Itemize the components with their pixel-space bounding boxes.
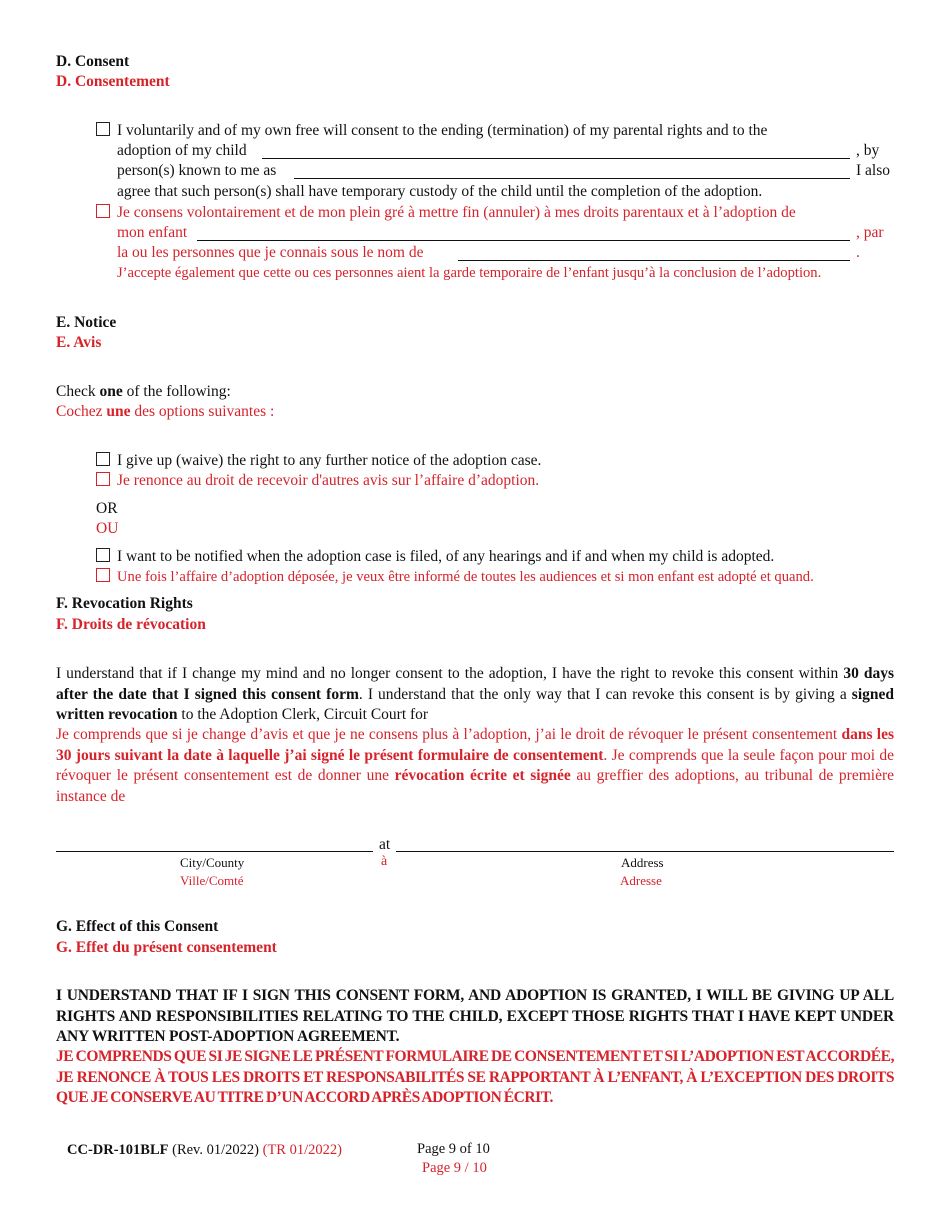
waive-notice-label: I give up (waive) the right to any further notice of the adoption case. (117, 452, 542, 469)
effect-statement-fr: JE COMPRENDS QUE SI JE SIGNE LE PRÉSENT FORMULAIRE DE CONSENTEMENT ET SI L’ADOPTION EST ACCORDÉE, JE RENONCE À TOUS LES DROITS ET RESPONSABILITÉS SE RAPPORTANT À L’ENFANT, À L’EXCEPTION DES DROITS QUE JE CONSERVE AU TITRE D’UN ACCORD APRÈS ADOPTION ÉCRIT. (56, 1048, 894, 1106)
notify-label-fr: Une fois l’affaire d’adoption déposée, je veux être informé de toutes les audiences et si mon enfant est adopté et quand. (117, 569, 814, 585)
effect-statement: I UNDERSTAND THAT IF I SIGN THIS CONSENT FORM, AND ADOPTION IS GRANTED, I WILL BE GIVING UP ALL RIGHTS AND RESPONSIBILITIES RELATING TO THE CHILD, EXCEPT THOSE RIGHTS THAT I HAVE KEPT UNDER ANY WRITTEN POST-ADOPTION AGREEMENT. (56, 987, 894, 1045)
or-label-fr: OU (96, 520, 119, 537)
consent-text-by: , by (856, 142, 880, 159)
waive-notice-checkbox-fr[interactable] (96, 472, 110, 486)
section-f-heading: F. Revocation Rights (56, 595, 193, 612)
or-label: OR (96, 500, 118, 517)
revocation-paragraph: I understand that if I change my mind and no longer consent to the adoption, I have the right to revoke this consent within 30 days after the date that I signed this consent form. I understand that the only way that I can revoke this consent is by giving a signed written revocation to the Adoption Clerk, Circuit Court for (56, 665, 895, 723)
consent-text-line2: adoption of my child (117, 142, 247, 159)
waive-notice-label-fr: Je renonce au droit de recevoir d'autres avis sur l’affaire d’adoption. (117, 472, 540, 489)
consent-text-line1: I voluntarily and of my own free will consent to the ending (termination) of my parental rights and to the (117, 122, 768, 139)
child-name-field-fr[interactable] (197, 240, 850, 241)
check-one-instruction-fr: Cochez une des options suivantes : (56, 403, 275, 420)
check-one-instruction: Check one of the following: (56, 383, 231, 400)
address-caption-fr: Adresse (620, 873, 662, 888)
consent-text-line3: person(s) known to me as (117, 162, 277, 179)
at-label-fr: à (381, 854, 388, 869)
address-caption: Address (621, 855, 664, 870)
persons-known-as-field[interactable] (294, 178, 850, 179)
notify-label: I want to be notified when the adoption case is filed, of any hearings and if and when my child is adopted. (117, 548, 775, 565)
city-county-caption: City/County (180, 855, 245, 870)
page-number: Page 9 of 10 (417, 1141, 490, 1157)
city-county-caption-fr: Ville/Comté (180, 873, 244, 888)
section-e-heading-fr: E. Avis (56, 334, 102, 351)
waive-notice-checkbox[interactable] (96, 452, 110, 466)
form-footer-id: CC-DR-101BLF (Rev. 01/2022) (TR 01/2022) (67, 1142, 342, 1158)
section-d-heading: D. Consent (56, 53, 130, 70)
persons-known-as-field-fr[interactable] (458, 260, 850, 261)
consent-text-fr-line2: mon enfant (117, 224, 188, 241)
revocation-paragraph-fr: Je comprends que si je change d’avis et que je ne consens plus à l’adoption, j’ai le droit de révoquer le présent consentement dans les 30 jours suivant la date à laquelle j’ai signé le présent formulaire de consentement. Je comprends que la seule façon pour moi de révoquer le présent consentement est de donner une révocation écrite et signée au greffier des adoptions, au tribunal de première instance de (56, 726, 894, 805)
consent-checkbox-fr[interactable] (96, 204, 110, 218)
consent-text-line4: agree that such person(s) shall have temporary custody of the child until the completion of the adoption. (117, 183, 763, 200)
consent-text-also: I also (856, 162, 891, 179)
notify-checkbox[interactable] (96, 548, 110, 562)
consent-checkbox[interactable] (96, 122, 110, 136)
consent-text-fr-par: , par (856, 224, 884, 241)
section-e-heading: E. Notice (56, 314, 117, 331)
page-number-fr: Page 9 / 10 (422, 1160, 487, 1176)
section-g-heading-fr: G. Effet du présent consentement (56, 939, 277, 956)
section-g-heading: G. Effect of this Consent (56, 918, 219, 935)
address-field[interactable] (396, 851, 894, 852)
consent-text-fr-line3: la ou les personnes que je connais sous le nom de (117, 244, 424, 261)
section-d-heading-fr: D. Consentement (56, 73, 170, 90)
consent-text-fr-line4: J’accepte également que cette ou ces personnes aient la garde temporaire de l’enfant jusqu’à la conclusion de l’adoption. (117, 265, 822, 281)
section-f-heading-fr: F. Droits de révocation (56, 616, 206, 633)
consent-text-fr-line1: Je consens volontairement et de mon plein gré à mettre fin (annuler) à mes droits parentaux et à l’adoption de (117, 204, 796, 221)
at-label: at (379, 836, 391, 853)
child-name-field[interactable] (262, 158, 850, 159)
city-county-field[interactable] (56, 851, 373, 852)
notify-checkbox-fr[interactable] (96, 568, 110, 582)
consent-text-fr-period: . (856, 244, 860, 261)
